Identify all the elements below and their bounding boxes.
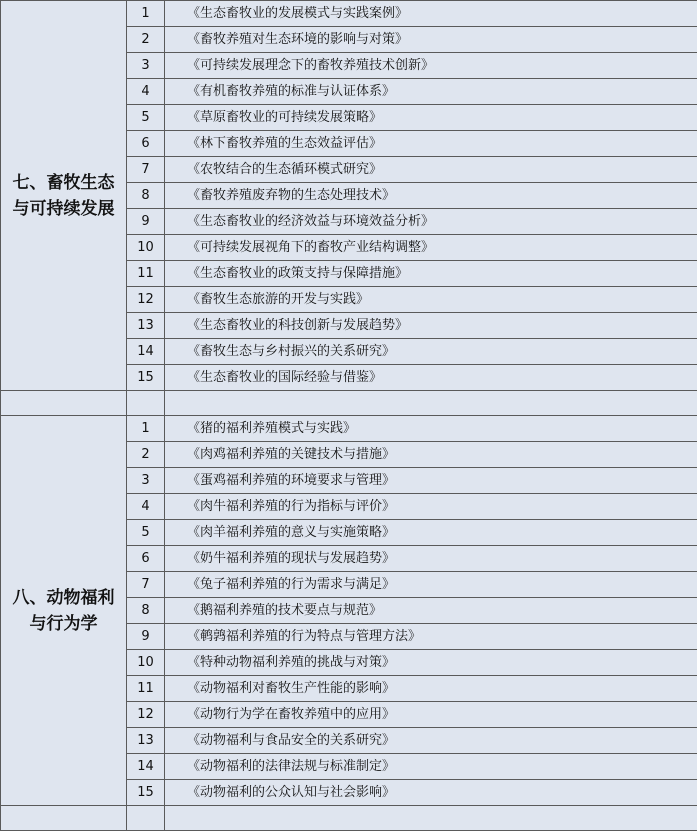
topic-title: 《动物福利对畜牧生产性能的影响》 (165, 676, 697, 702)
table-row (1, 1, 697, 27)
row-number: 9 (127, 209, 165, 235)
topic-title: 《生态畜牧业的政策支持与保障措施》 (165, 261, 697, 287)
empty-cell (1, 806, 127, 831)
topic-title: 《有机畜牧养殖的标准与认证体系》 (165, 79, 697, 105)
row-number: 1 (127, 416, 165, 442)
row-number: 7 (127, 157, 165, 183)
topic-title: 《生态畜牧业的国际经验与借鉴》 (165, 365, 697, 391)
row-number: 14 (127, 754, 165, 780)
topic-title: 《畜牧养殖废弃物的生态处理技术》 (165, 183, 697, 209)
topic-title: 《动物行为学在畜牧养殖中的应用》 (165, 702, 697, 728)
topic-title: 《畜牧养殖对生态环境的影响与对策》 (165, 27, 697, 53)
table-row (1, 416, 697, 442)
row-number: 9 (127, 624, 165, 650)
row-number: 10 (127, 235, 165, 261)
row-number: 6 (127, 131, 165, 157)
topic-title: 《动物福利的公众认知与社会影响》 (165, 780, 697, 806)
row-number: 5 (127, 105, 165, 131)
row-number: 3 (127, 468, 165, 494)
row-number: 14 (127, 339, 165, 365)
topic-title: 《猪的福利养殖模式与实践》 (165, 416, 697, 442)
topic-title: 《鹌鹑福利养殖的行为特点与管理方法》 (165, 624, 697, 650)
section-heading: 七、畜牧生态与可持续发展 (1, 1, 127, 391)
row-number: 8 (127, 598, 165, 624)
row-number: 13 (127, 313, 165, 339)
row-number: 13 (127, 728, 165, 754)
empty-cell (1, 391, 127, 416)
separator-row (1, 391, 697, 416)
topic-title: 《动物福利与食品安全的关系研究》 (165, 728, 697, 754)
row-number: 4 (127, 494, 165, 520)
empty-cell (127, 806, 165, 831)
topic-title: 《兔子福利养殖的行为需求与满足》 (165, 572, 697, 598)
topic-title: 《特种动物福利养殖的挑战与对策》 (165, 650, 697, 676)
topic-title: 《畜牧生态旅游的开发与实践》 (165, 287, 697, 313)
row-number: 6 (127, 546, 165, 572)
topic-title: 《动物福利的法律法规与标准制定》 (165, 754, 697, 780)
topic-title: 《奶牛福利养殖的现状与发展趋势》 (165, 546, 697, 572)
separator-row (1, 806, 697, 831)
row-number: 8 (127, 183, 165, 209)
row-number: 15 (127, 780, 165, 806)
row-number: 2 (127, 27, 165, 53)
row-number: 12 (127, 702, 165, 728)
topic-title: 《草原畜牧业的可持续发展策略》 (165, 105, 697, 131)
topic-title: 《农牧结合的生态循环模式研究》 (165, 157, 697, 183)
row-number: 12 (127, 287, 165, 313)
topic-title: 《可持续发展视角下的畜牧产业结构调整》 (165, 235, 697, 261)
topic-title: 《生态畜牧业的经济效益与环境效益分析》 (165, 209, 697, 235)
row-number: 10 (127, 650, 165, 676)
row-number: 7 (127, 572, 165, 598)
row-number: 3 (127, 53, 165, 79)
topic-title: 《畜牧生态与乡村振兴的关系研究》 (165, 339, 697, 365)
row-number: 11 (127, 261, 165, 287)
row-number: 15 (127, 365, 165, 391)
topic-title: 《林下畜牧养殖的生态效益评估》 (165, 131, 697, 157)
topic-title: 《肉牛福利养殖的行为指标与评价》 (165, 494, 697, 520)
row-number: 1 (127, 1, 165, 27)
topic-title: 《蛋鸡福利养殖的环境要求与管理》 (165, 468, 697, 494)
empty-cell (165, 806, 697, 831)
empty-cell (127, 391, 165, 416)
row-number: 5 (127, 520, 165, 546)
topic-title: 《生态畜牧业的科技创新与发展趋势》 (165, 313, 697, 339)
row-number: 4 (127, 79, 165, 105)
section-heading: 八、动物福利与行为学 (1, 416, 127, 806)
row-number: 11 (127, 676, 165, 702)
topic-title: 《可持续发展理念下的畜牧养殖技术创新》 (165, 53, 697, 79)
topic-title: 《肉鸡福利养殖的关键技术与措施》 (165, 442, 697, 468)
topics-table-body (1, 1, 697, 831)
topic-title: 《肉羊福利养殖的意义与实施策略》 (165, 520, 697, 546)
topic-title: 《生态畜牧业的发展模式与实践案例》 (165, 1, 697, 27)
empty-cell (165, 391, 697, 416)
row-number: 2 (127, 442, 165, 468)
topic-title: 《鹅福利养殖的技术要点与规范》 (165, 598, 697, 624)
